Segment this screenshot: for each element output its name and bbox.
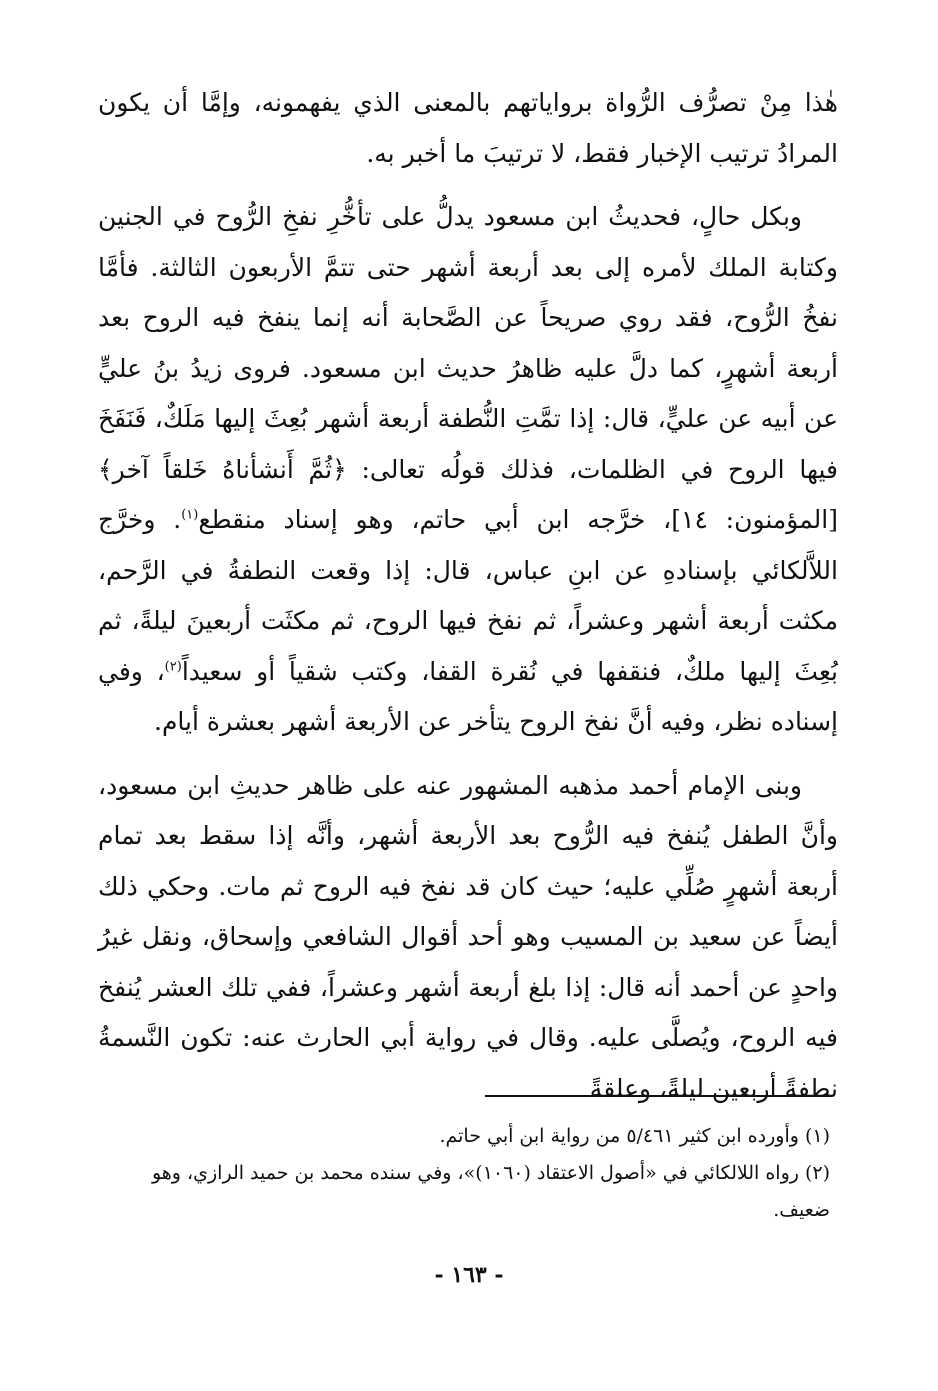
footnote-divider: [485, 1095, 830, 1097]
footnote-marker-2[interactable]: (٢): [164, 659, 182, 675]
footnote-2: [105, 1155, 830, 1229]
paragraph-2-text-part4: ، وفي إسناده نظر، وفيه أنَّ نفخ الروح يتأخر عن الأربعة أشهر بعشرة أيام.: [98, 656, 838, 736]
paragraph-1-text: هٰذا مِنْ تصرُّف الرُّواة برواياتهم بالمعنى الذي يفهمونه، وإمَّا أن يكون المرادُ ترتيب الإخبار فقط، لا ترتيبَ ما أخبر به.: [98, 88, 838, 168]
paragraph-2-text-part3: . وخرَّج اللاَّلكائي بإسنادهِ عن ابنِ عباس، قال: إذا وقعت النطفةُ في الرَّحم، مكثت أربعة أشهر وعشراً، ثم نفخ فيها الروح، ثم مكثَت أربعينَ ليلةً، ثم بُعِثَ إليها ملكٌ، فنقفها في نُقرة القفا، وكتب شقياً أو سعيداً: [98, 505, 838, 686]
quran-verse: ﴿ثُمَّ أَنشأناهُ خَلقاً آخر﴾: [98, 454, 347, 484]
footnotes-section: [105, 1118, 830, 1229]
paragraph-1: [98, 78, 838, 179]
footnote-1-number: (١): [804, 1125, 830, 1147]
main-text: [98, 78, 838, 1114]
paragraph-2: [98, 192, 838, 748]
paragraph-3-text: وبنى الإمام أحمد مذهبه المشهور عنه على ظاهر حديثِ ابن مسعود، وأنَّ الطفل يُنفخ فيه الرُّوح بعد الأربعة أشهر، وأنَّه إذا سقط بعد تمام أربعة أشهرٍ صُلِّي عليه؛ حيث كان قد نفخ فيه الروح ثم مات. وحكي ذلك أيضاً عن سعيد بن المسيب وهو أحد أقوال الشافعي وإسحاق، ونقل غيرُ واحدٍ عن أحمد أنه قال: إذا بلغ أربعة أشهر وعشراً، ففي تلك العشر يُنفخ فيه الروح، ويُصلَّى عليه. وقال في رواية أبي الحارث عنه: تكون النَّسمةُ نطفةً أربعين ليلةً، وعلقةً: [98, 770, 838, 1103]
paragraph-2-text-part2: [المؤمنون: ١٤]، خرَّجه ابن أبي حاتم، وهو إسناد منقطع: [198, 505, 838, 534]
page-number: - ١٦٣ -: [434, 1262, 504, 1288]
paragraph-3: [98, 761, 838, 1115]
footnote-2-text: رواه اللالكائي في «أصول الاعتقاد (١٠٦٠)»، وفي سنده محمد بن حميد الرازي، وهو ضعيف.: [151, 1162, 830, 1221]
footnote-1: [105, 1118, 830, 1155]
footnote-1-text: وأورده ابن كثير ٥/٤٦١ من رواية ابن أبي حاتم.: [439, 1125, 799, 1147]
paragraph-2-text-part1: وبكل حالٍ، فحديثُ ابن مسعود يدلُّ على تأخُّرِ نفخِ الرُّوح في الجنين وكتابة الملك لأمره إلى بعد أربعة أشهر حتى تتمَّ الأربعون الثالثة. فأمَّا نفخُ الرُّوح، فقد روي صريحاً عن الصَّحابة أنه إنما ينفخ فيه الروح بعد أربعة أشهرٍ، كما دلَّ عليه ظاهرُ حديث ابن مسعود. فروى زيدُ بنُ عليٍّ عن أبيه عن عليٍّ، قال: إذا تمَّتِ النُّطفة أربعة أشهر بُعِثَ إليها مَلَكٌ، فَنَفَخَ فيها الروح في الظلمات، فذلك قولُه تعالى:: [98, 202, 838, 484]
footnote-marker-1[interactable]: (١): [181, 507, 199, 523]
footnote-2-number: (٢): [804, 1162, 830, 1184]
